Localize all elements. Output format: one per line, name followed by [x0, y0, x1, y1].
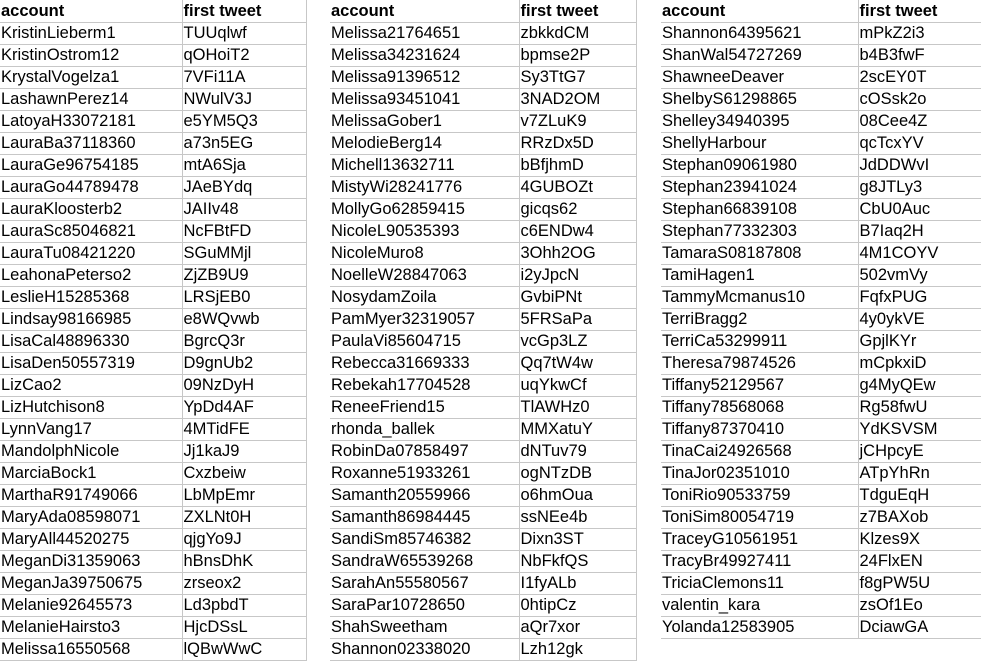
table-row: [330, 45, 636, 67]
table-row: [661, 67, 981, 89]
table-row: [661, 221, 981, 243]
account-cell[interactable]: TamiHagen1: [661, 265, 858, 287]
table-row: [661, 419, 981, 441]
account-cell[interactable]: NosydamZoila: [330, 287, 519, 309]
first-tweet-cell[interactable]: NcFBtFD: [182, 221, 306, 243]
first-tweet-cell[interactable]: mPkZ2i3: [858, 23, 981, 45]
table-row: [330, 243, 636, 265]
table-row: [330, 375, 636, 397]
account-cell[interactable]: MeganDi31359063: [0, 551, 182, 573]
first-tweet-cell[interactable]: b4B3fwF: [858, 45, 981, 67]
account-cell[interactable]: Lindsay98166985: [0, 309, 182, 331]
table-row: [661, 573, 981, 595]
first-tweet-cell[interactable]: zrseox2: [182, 573, 306, 595]
table-row: [330, 331, 636, 353]
table-row: [330, 155, 636, 177]
first-tweet-cell[interactable]: mtA6Sja: [182, 155, 306, 177]
table-row: [0, 309, 306, 331]
table-row: [330, 573, 636, 595]
first-tweet-cell[interactable]: GvbiPNt: [519, 287, 636, 309]
account-cell[interactable]: NoelleW28847063: [330, 265, 519, 287]
account-cell[interactable]: Tiffany87370410: [661, 419, 858, 441]
first-tweet-cell[interactable]: Jj1kaJ9: [182, 441, 306, 463]
header-first-tweet[interactable]: first tweet: [519, 0, 636, 23]
first-tweet-cell[interactable]: v7ZLuK9: [519, 111, 636, 133]
first-tweet-cell[interactable]: HjcDSsL: [182, 617, 306, 639]
table-row: [330, 67, 636, 89]
account-cell[interactable]: Melissa93451041: [330, 89, 519, 111]
first-tweet-cell[interactable]: bBfjhmD: [519, 155, 636, 177]
first-tweet-cell[interactable]: Lzh12gk: [519, 639, 636, 661]
table-row: [330, 639, 636, 661]
account-cell[interactable]: ToniSim80054719: [661, 507, 858, 529]
account-cell[interactable]: Shelley34940395: [661, 111, 858, 133]
table-row: [0, 529, 306, 551]
account-cell[interactable]: LauraBa37118360: [0, 133, 182, 155]
header-row: [0, 0, 306, 23]
account-cell[interactable]: TinaJor02351010: [661, 463, 858, 485]
account-cell[interactable]: ReneeFriend15: [330, 397, 519, 419]
account-cell[interactable]: ToniRio90533759: [661, 485, 858, 507]
account-cell[interactable]: MistyWi28241776: [330, 177, 519, 199]
table-row: [661, 309, 981, 331]
account-cell[interactable]: TraceyG10561951: [661, 529, 858, 551]
first-tweet-cell[interactable]: FqfxPUG: [858, 287, 981, 309]
account-cell[interactable]: LauraGo44789478: [0, 177, 182, 199]
account-cell[interactable]: LauraTu08421220: [0, 243, 182, 265]
table-row: [330, 617, 636, 639]
first-tweet-cell[interactable]: TUUqlwf: [182, 23, 306, 45]
first-tweet-cell[interactable]: qjgYo9J: [182, 529, 306, 551]
first-tweet-cell[interactable]: ATpYhRn: [858, 463, 981, 485]
table-row: [661, 177, 981, 199]
table-row: [661, 551, 981, 573]
first-tweet-cell[interactable]: qcTcxYV: [858, 133, 981, 155]
table-row: [661, 617, 981, 639]
first-tweet-cell[interactable]: NbFkfQS: [519, 551, 636, 573]
first-tweet-cell[interactable]: 5FRSaPa: [519, 309, 636, 331]
table-row: [0, 353, 306, 375]
first-tweet-cell[interactable]: 0htipCz: [519, 595, 636, 617]
first-tweet-cell[interactable]: 08Cee4Z: [858, 111, 981, 133]
table-row: [0, 375, 306, 397]
table-row: [0, 551, 306, 573]
table-row: [0, 573, 306, 595]
account-cell[interactable]: ShahSweetham: [330, 617, 519, 639]
account-cell[interactable]: LynnVang17: [0, 419, 182, 441]
account-cell[interactable]: Stephan09061980: [661, 155, 858, 177]
first-tweet-cell[interactable]: SGuMMjl: [182, 243, 306, 265]
account-cell[interactable]: PaulaVi85604715: [330, 331, 519, 353]
header-row: [661, 0, 981, 23]
account-cell[interactable]: SaraPar10728650: [330, 595, 519, 617]
first-tweet-cell[interactable]: ssNEe4b: [519, 507, 636, 529]
table-row: [0, 639, 306, 661]
account-cell[interactable]: MelissaGober1: [330, 111, 519, 133]
table-row: [661, 485, 981, 507]
account-cell[interactable]: Shannon02338020: [330, 639, 519, 661]
first-tweet-cell[interactable]: z7BAXob: [858, 507, 981, 529]
account-cell[interactable]: LauraGe96754185: [0, 155, 182, 177]
table-row: [661, 199, 981, 221]
accounts-table-2: [330, 0, 637, 661]
first-tweet-cell[interactable]: D9gnUb2: [182, 353, 306, 375]
first-tweet-cell[interactable]: YdKSVSM: [858, 419, 981, 441]
first-tweet-cell[interactable]: 2scEY0T: [858, 67, 981, 89]
first-tweet-cell[interactable]: DciawGA: [858, 617, 981, 639]
table-row: [0, 23, 306, 45]
first-tweet-cell[interactable]: c6ENDw4: [519, 221, 636, 243]
account-cell[interactable]: MelodieBerg14: [330, 133, 519, 155]
account-cell[interactable]: LashawnPerez14: [0, 89, 182, 111]
header-first-tweet[interactable]: first tweet: [182, 0, 306, 23]
account-cell[interactable]: TammyMcmanus10: [661, 287, 858, 309]
account-cell[interactable]: PamMyer32319057: [330, 309, 519, 331]
table-row: [330, 265, 636, 287]
first-tweet-cell[interactable]: g8JTLy3: [858, 177, 981, 199]
table-row: [0, 199, 306, 221]
first-tweet-cell[interactable]: Cxzbeiw: [182, 463, 306, 485]
first-tweet-cell[interactable]: JdDDWvI: [858, 155, 981, 177]
table-row: [0, 89, 306, 111]
account-cell[interactable]: rhonda_ballek: [330, 419, 519, 441]
table-row: [330, 507, 636, 529]
table-row: [330, 199, 636, 221]
account-cell[interactable]: ShelbyS61298865: [661, 89, 858, 111]
table-row: [330, 529, 636, 551]
account-cell[interactable]: MaryAda08598071: [0, 507, 182, 529]
first-tweet-cell[interactable]: f8gPW5U: [858, 573, 981, 595]
first-tweet-cell[interactable]: a73n5EG: [182, 133, 306, 155]
table-row: [661, 375, 981, 397]
first-tweet-cell[interactable]: 502vmVy: [858, 265, 981, 287]
first-tweet-cell[interactable]: Dixn3ST: [519, 529, 636, 551]
first-tweet-cell[interactable]: bpmse2P: [519, 45, 636, 67]
account-cell[interactable]: Stephan66839108: [661, 199, 858, 221]
account-cell[interactable]: Stephan23941024: [661, 177, 858, 199]
table-row: [661, 353, 981, 375]
account-cell[interactable]: LisaDen50557319: [0, 353, 182, 375]
table-row: [0, 177, 306, 199]
table-row: [330, 353, 636, 375]
first-tweet-cell[interactable]: I1fyALb: [519, 573, 636, 595]
account-cell[interactable]: Michell13632711: [330, 155, 519, 177]
table-row: [330, 485, 636, 507]
first-tweet-cell[interactable]: i2yJpcN: [519, 265, 636, 287]
header-first-tweet[interactable]: first tweet: [858, 0, 981, 23]
table-row: [0, 441, 306, 463]
table-row: [330, 221, 636, 243]
table-row: [661, 397, 981, 419]
account-cell[interactable]: Melanie92645573: [0, 595, 182, 617]
account-cell[interactable]: TriciaClemons11: [661, 573, 858, 595]
table-row: [330, 89, 636, 111]
table-row: [0, 265, 306, 287]
account-cell[interactable]: Melissa21764651: [330, 23, 519, 45]
table-row: [330, 463, 636, 485]
first-tweet-cell[interactable]: 3Ohh2OG: [519, 243, 636, 265]
first-tweet-cell[interactable]: zsOf1Eo: [858, 595, 981, 617]
account-cell[interactable]: KristinOstrom12: [0, 45, 182, 67]
account-cell[interactable]: Melissa16550568: [0, 639, 182, 661]
table-row: [661, 331, 981, 353]
first-tweet-cell[interactable]: RRzDx5D: [519, 133, 636, 155]
first-tweet-cell[interactable]: dNTuv79: [519, 441, 636, 463]
first-tweet-cell[interactable]: TlAWHz0: [519, 397, 636, 419]
table-row: [0, 45, 306, 67]
account-cell[interactable]: ShellyHarbour: [661, 133, 858, 155]
table-row: [661, 45, 981, 67]
first-tweet-cell[interactable]: g4MyQEw: [858, 375, 981, 397]
account-cell[interactable]: LauraKloosterb2: [0, 199, 182, 221]
account-cell[interactable]: Roxanne51933261: [330, 463, 519, 485]
table-row: [330, 133, 636, 155]
table-row: [0, 617, 306, 639]
account-cell[interactable]: RobinDa07858497: [330, 441, 519, 463]
account-cell[interactable]: Tiffany52129567: [661, 375, 858, 397]
first-tweet-cell[interactable]: B7Iaq2H: [858, 221, 981, 243]
table-row: [661, 507, 981, 529]
table-row: [330, 111, 636, 133]
first-tweet-cell[interactable]: MMXatuY: [519, 419, 636, 441]
table-row: [0, 221, 306, 243]
first-tweet-cell[interactable]: YpDd4AF: [182, 397, 306, 419]
account-cell[interactable]: NicoleL90535393: [330, 221, 519, 243]
table-row: [0, 397, 306, 419]
table-row: [661, 111, 981, 133]
first-tweet-cell[interactable]: CbU0Auc: [858, 199, 981, 221]
first-tweet-cell[interactable]: mCpkxiD: [858, 353, 981, 375]
account-cell[interactable]: Melissa34231624: [330, 45, 519, 67]
account-cell[interactable]: LeslieH15285368: [0, 287, 182, 309]
account-cell[interactable]: MaryAll44520275: [0, 529, 182, 551]
first-tweet-cell[interactable]: 3NAD2OM: [519, 89, 636, 111]
table-row: [330, 419, 636, 441]
accounts-table-1: [0, 0, 307, 661]
first-tweet-cell[interactable]: vcGp3LZ: [519, 331, 636, 353]
first-tweet-cell[interactable]: LRSjEB0: [182, 287, 306, 309]
account-cell[interactable]: TerriCa53299911: [661, 331, 858, 353]
table-row: [661, 155, 981, 177]
account-cell[interactable]: Shannon64395621: [661, 23, 858, 45]
table-row: [330, 287, 636, 309]
account-cell[interactable]: NicoleMuro8: [330, 243, 519, 265]
first-tweet-cell[interactable]: o6hmOua: [519, 485, 636, 507]
first-tweet-cell[interactable]: LbMpEmr: [182, 485, 306, 507]
accounts-table-3: [661, 0, 981, 639]
header-account[interactable]: account: [661, 0, 858, 23]
table-row: [0, 463, 306, 485]
account-cell[interactable]: TinaCai24926568: [661, 441, 858, 463]
table-row: [0, 331, 306, 353]
table-row: [661, 265, 981, 287]
first-tweet-cell[interactable]: JAeBYdq: [182, 177, 306, 199]
account-cell[interactable]: LizCao2: [0, 375, 182, 397]
table-row: [661, 23, 981, 45]
first-tweet-cell[interactable]: ZjZB9U9: [182, 265, 306, 287]
account-cell[interactable]: valentin_kara: [661, 595, 858, 617]
account-cell[interactable]: TamaraS08187808: [661, 243, 858, 265]
table-row: [0, 155, 306, 177]
first-tweet-cell[interactable]: jCHpcyE: [858, 441, 981, 463]
first-tweet-cell[interactable]: 24FlxEN: [858, 551, 981, 573]
first-tweet-cell[interactable]: 4MTidFE: [182, 419, 306, 441]
table-row: [330, 397, 636, 419]
table-row: [661, 529, 981, 551]
table-row: [661, 441, 981, 463]
first-tweet-cell[interactable]: JAIIv48: [182, 199, 306, 221]
table-row: [661, 287, 981, 309]
table-row: [330, 551, 636, 573]
account-cell[interactable]: KristinLieberm1: [0, 23, 182, 45]
first-tweet-cell[interactable]: TdguEqH: [858, 485, 981, 507]
account-cell[interactable]: TerriBragg2: [661, 309, 858, 331]
first-tweet-cell[interactable]: e8WQvwb: [182, 309, 306, 331]
table-row: [661, 243, 981, 265]
account-cell[interactable]: Stephan77332303: [661, 221, 858, 243]
table-row: [330, 177, 636, 199]
header-account[interactable]: account: [330, 0, 519, 23]
first-tweet-cell[interactable]: cOSsk2o: [858, 89, 981, 111]
account-cell[interactable]: LatoyaH33072181: [0, 111, 182, 133]
account-cell[interactable]: LisaCal48896330: [0, 331, 182, 353]
account-cell[interactable]: Rebecca31669333: [330, 353, 519, 375]
account-cell[interactable]: Samanth20559966: [330, 485, 519, 507]
table-row: [0, 419, 306, 441]
table-row: [661, 133, 981, 155]
account-cell[interactable]: Tiffany78568068: [661, 397, 858, 419]
first-tweet-cell[interactable]: 4y0ykVE: [858, 309, 981, 331]
first-tweet-cell[interactable]: qOHoiT2: [182, 45, 306, 67]
first-tweet-cell[interactable]: BgrcQ3r: [182, 331, 306, 353]
header-row: [330, 0, 636, 23]
account-cell[interactable]: MandolphNicole: [0, 441, 182, 463]
account-cell[interactable]: Yolanda12583905: [661, 617, 858, 639]
account-cell[interactable]: MarciaBock1: [0, 463, 182, 485]
account-cell[interactable]: MeganJa39750675: [0, 573, 182, 595]
first-tweet-cell[interactable]: ogNTzDB: [519, 463, 636, 485]
first-tweet-cell[interactable]: zbkkdCM: [519, 23, 636, 45]
first-tweet-cell[interactable]: uqYkwCf: [519, 375, 636, 397]
table-row: [330, 23, 636, 45]
account-cell[interactable]: ShanWal54727269: [661, 45, 858, 67]
header-account[interactable]: account: [0, 0, 182, 23]
table-row: [0, 67, 306, 89]
table-row: [0, 595, 306, 617]
first-tweet-cell[interactable]: Qq7tW4w: [519, 353, 636, 375]
account-cell[interactable]: LizHutchison8: [0, 397, 182, 419]
table-row: [661, 463, 981, 485]
table-row: [0, 507, 306, 529]
table-row: [661, 89, 981, 111]
first-tweet-cell[interactable]: 7VFi11A: [182, 67, 306, 89]
account-cell[interactable]: Rebekah17704528: [330, 375, 519, 397]
first-tweet-cell[interactable]: 4GUBOZt: [519, 177, 636, 199]
account-cell[interactable]: KrystalVogelza1: [0, 67, 182, 89]
first-tweet-cell[interactable]: ZXLNt0H: [182, 507, 306, 529]
first-tweet-cell[interactable]: 4M1COYV: [858, 243, 981, 265]
table-row: [330, 595, 636, 617]
first-tweet-cell[interactable]: lQBwWwC: [182, 639, 306, 661]
account-cell[interactable]: MelanieHairsto3: [0, 617, 182, 639]
first-tweet-cell[interactable]: Ld3pbdT: [182, 595, 306, 617]
first-tweet-cell[interactable]: Rg58fwU: [858, 397, 981, 419]
account-cell[interactable]: MarthaR91749066: [0, 485, 182, 507]
table-row: [661, 595, 981, 617]
table-row: [330, 441, 636, 463]
account-cell[interactable]: TracyBr49927411: [661, 551, 858, 573]
table-row: [330, 309, 636, 331]
account-cell[interactable]: Samanth86984445: [330, 507, 519, 529]
account-cell[interactable]: SandraW65539268: [330, 551, 519, 573]
account-cell[interactable]: LauraSc85046821: [0, 221, 182, 243]
account-cell[interactable]: SarahAn55580567: [330, 573, 519, 595]
account-cell[interactable]: ShawneeDeaver: [661, 67, 858, 89]
first-tweet-cell[interactable]: e5YM5Q3: [182, 111, 306, 133]
table-row: [0, 111, 306, 133]
first-tweet-cell[interactable]: gicqs62: [519, 199, 636, 221]
account-cell[interactable]: Theresa79874526: [661, 353, 858, 375]
table-row: [0, 243, 306, 265]
account-cell[interactable]: MollyGo62859415: [330, 199, 519, 221]
account-cell[interactable]: SandiSm85746382: [330, 529, 519, 551]
table-row: [0, 133, 306, 155]
first-tweet-cell[interactable]: GpjlKYr: [858, 331, 981, 353]
first-tweet-cell[interactable]: aQr7xor: [519, 617, 636, 639]
first-tweet-cell[interactable]: NWulV3J: [182, 89, 306, 111]
table-row: [0, 485, 306, 507]
first-tweet-cell[interactable]: 09NzDyH: [182, 375, 306, 397]
table-row: [0, 287, 306, 309]
account-cell[interactable]: LeahonaPeterso2: [0, 265, 182, 287]
first-tweet-cell[interactable]: hBnsDhK: [182, 551, 306, 573]
first-tweet-cell[interactable]: Sy3TtG7: [519, 67, 636, 89]
first-tweet-cell[interactable]: Klzes9X: [858, 529, 981, 551]
account-cell[interactable]: Melissa91396512: [330, 67, 519, 89]
